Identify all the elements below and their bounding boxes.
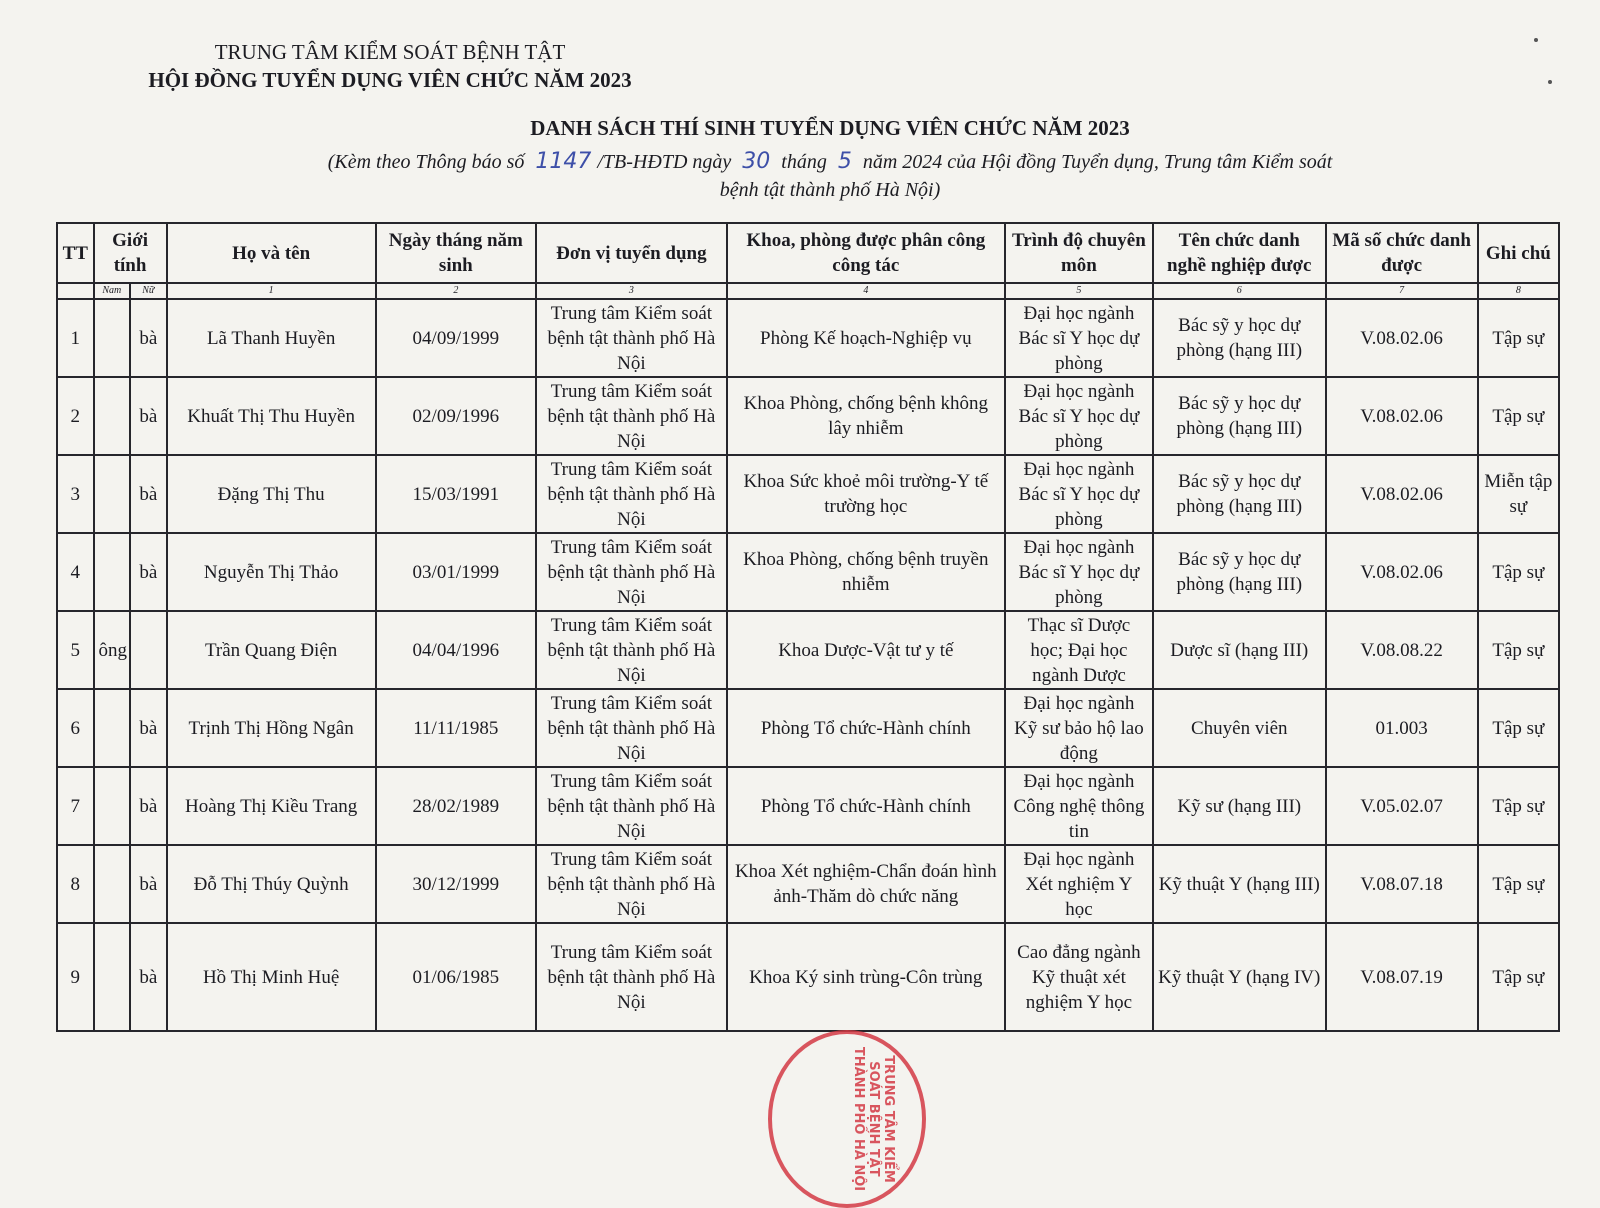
header-note: Ghi chú [1478,223,1559,283]
document-subtitle [190,148,1470,204]
cell-name: Khuất Thị Thu Huyền [167,377,376,455]
cell-note: Tập sự [1478,299,1559,377]
header-unit: Đơn vị tuyển dụng [536,223,727,283]
index-col-5: 5 [1005,283,1153,299]
cell-unit: Trung tâm Kiểm soát bệnh tật thành phố Hà Nội [536,377,727,455]
header-degree: Trình độ chuyên môn [1005,223,1153,283]
cell-dept: Khoa Phòng, chống bệnh không lây nhiễm [727,377,1005,455]
index-col-6: 6 [1153,283,1326,299]
cell-female: bà [130,455,167,533]
cell-female: bà [130,689,167,767]
cell-code: 01.003 [1326,689,1478,767]
cell-dob: 11/11/1985 [376,689,536,767]
table-row [57,455,1559,533]
cell-name: Hồ Thị Minh Huệ [167,923,376,1031]
cell-name: Hoàng Thị Kiều Trang [167,767,376,845]
cell-female: bà [130,533,167,611]
cell-name: Lã Thanh Huyền [167,299,376,377]
cell-dept: Khoa Sức khoẻ môi trường-Y tế trường học [727,455,1005,533]
cell-male [94,767,131,845]
cell-title: Bác sỹ y học dự phòng (hạng III) [1153,533,1326,611]
cell-note: Tập sự [1478,611,1559,689]
cell-tt: 6 [57,689,94,767]
cell-unit: Trung tâm Kiểm soát bệnh tật thành phố Hà Nội [536,455,727,533]
table-row [57,845,1559,923]
cell-code: V.08.08.22 [1326,611,1478,689]
cell-note: Tập sự [1478,767,1559,845]
cell-male [94,845,131,923]
subtitle-part3: tháng [781,151,827,173]
cell-dob: 15/03/1991 [376,455,536,533]
cell-unit: Trung tâm Kiểm soát bệnh tật thành phố Hà Nội [536,689,727,767]
subtitle-part2: /TB-HĐTD ngày [597,151,732,173]
cell-dob: 30/12/1999 [376,845,536,923]
table-row [57,299,1559,377]
org-name: TRUNG TÂM KIỂM SOÁT BỆNH TẬT [214,40,566,64]
cell-dob: 04/09/1999 [376,299,536,377]
cell-name: Đặng Thị Thu [167,455,376,533]
cell-name: Nguyễn Thị Thảo [167,533,376,611]
cell-dept: Phòng Tổ chức-Hành chính [727,689,1005,767]
cell-tt: 8 [57,845,94,923]
cell-unit: Trung tâm Kiểm soát bệnh tật thành phố Hà Nội [536,299,727,377]
notice-month: 5 [837,149,852,174]
cell-female: bà [130,767,167,845]
cell-code: V.08.02.06 [1326,377,1478,455]
cell-female [130,611,167,689]
cell-dept: Khoa Phòng, chống bệnh truyền nhiễm [727,533,1005,611]
header-title: Tên chức danh nghề nghiệp được [1153,223,1326,283]
cell-code: V.08.07.18 [1326,845,1478,923]
cell-degree: Đại học ngành Kỹ sư bảo hộ lao động [1005,689,1153,767]
cell-unit: Trung tâm Kiểm soát bệnh tật thành phố Hà Nội [536,845,727,923]
cell-tt: 5 [57,611,94,689]
cell-male [94,533,131,611]
table-row [57,377,1559,455]
cell-degree: Cao đẳng ngành Kỹ thuật xét nghiệm Y học [1005,923,1153,1031]
table-row [57,767,1559,845]
header-dob: Ngày tháng năm sinh [376,223,536,283]
cell-code: V.08.02.06 [1326,455,1478,533]
cell-title: Bác sỹ y học dự phòng (hạng III) [1153,377,1326,455]
cell-dob: 03/01/1999 [376,533,536,611]
index-tt [57,283,94,299]
cell-note: Tập sự [1478,845,1559,923]
cell-male [94,689,131,767]
index-col-1: 1 [167,283,376,299]
cell-code: V.05.02.07 [1326,767,1478,845]
table-row [57,923,1559,1031]
index-male: Nam [94,283,131,299]
header-code: Mã số chức danh được [1326,223,1478,283]
cell-title: Kỹ sư (hạng III) [1153,767,1326,845]
index-col-8: 8 [1478,283,1559,299]
seal-text: TRUNG TÂM KIỂM SOÁT BỆNH TẬT THÀNH PHỐ HÀ NỘI [851,1046,896,1192]
cell-unit: Trung tâm Kiểm soát bệnh tật thành phố Hà Nội [536,923,727,1031]
cell-title: Bác sỹ y học dự phòng (hạng III) [1153,455,1326,533]
index-col-3: 3 [536,283,727,299]
table-header-row [57,223,1559,283]
cell-title: Kỹ thuật Y (hạng IV) [1153,923,1326,1031]
cell-name: Trịnh Thị Hồng Ngân [167,689,376,767]
cell-code: V.08.02.06 [1326,533,1478,611]
cell-dob: 04/04/1996 [376,611,536,689]
cell-tt: 1 [57,299,94,377]
cell-code: V.08.02.06 [1326,299,1478,377]
cell-note: Tập sự [1478,923,1559,1031]
notice-day: 30 [742,149,771,174]
cell-male [94,299,131,377]
header-name: Họ và tên [167,223,376,283]
cell-name: Trần Quang Điện [167,611,376,689]
cell-dept: Phòng Tổ chức-Hành chính [727,767,1005,845]
cell-note: Tập sự [1478,533,1559,611]
cell-note: Tập sự [1478,377,1559,455]
cell-male [94,923,131,1031]
table-row [57,611,1559,689]
cell-tt: 4 [57,533,94,611]
cell-degree: Thạc sĩ Dược học; Đại học ngành Dược [1005,611,1153,689]
cell-female: bà [130,299,167,377]
header-gender: Giới tính [94,223,167,283]
document-title: DANH SÁCH THÍ SINH TUYỂN DỤNG VIÊN CHỨC NĂM 2023 [530,116,1130,140]
cell-dob: 02/09/1996 [376,377,536,455]
index-col-4: 4 [727,283,1005,299]
cell-dept: Khoa Ký sinh trùng-Côn trùng [727,923,1005,1031]
cell-dept: Phòng Kế hoạch-Nghiệp vụ [727,299,1005,377]
index-col-7: 7 [1326,283,1478,299]
cell-dept: Khoa Dược-Vật tư y tế [727,611,1005,689]
cell-note: Tập sự [1478,689,1559,767]
cell-degree: Đại học ngành Công nghệ thông tin [1005,767,1153,845]
cell-unit: Trung tâm Kiểm soát bệnh tật thành phố Hà Nội [536,611,727,689]
cell-degree: Đại học ngành Xét nghiệm Y học [1005,845,1153,923]
organization-header [120,38,660,94]
cell-female: bà [130,923,167,1031]
subtitle-part1: (Kèm theo Thông báo số [327,151,525,173]
council-name: HỘI ĐỒNG TUYỂN DỤNG VIÊN CHỨC NĂM 2023 [148,68,632,92]
cell-male [94,377,131,455]
cell-tt: 9 [57,923,94,1031]
official-seal [768,1030,926,1208]
cell-degree: Đại học ngành Bác sĩ Y học dự phòng [1005,533,1153,611]
notice-number: 1147 [535,149,592,174]
cell-female: bà [130,377,167,455]
index-col-2: 2 [376,283,536,299]
cell-title: Dược sĩ (hạng III) [1153,611,1326,689]
cell-tt: 7 [57,767,94,845]
scan-speck [1548,80,1552,84]
cell-title: Kỹ thuật Y (hạng III) [1153,845,1326,923]
cell-unit: Trung tâm Kiểm soát bệnh tật thành phố Hà Nội [536,533,727,611]
table-row [57,689,1559,767]
cell-tt: 2 [57,377,94,455]
cell-dob: 28/02/1989 [376,767,536,845]
cell-dept: Khoa Xét nghiệm-Chẩn đoán hình ảnh-Thăm dò chức năng [727,845,1005,923]
cell-female: bà [130,845,167,923]
cell-title: Chuyên viên [1153,689,1326,767]
subtitle-line2: bệnh tật thành phố Hà Nội) [719,179,941,201]
cell-dob: 01/06/1985 [376,923,536,1031]
cell-note: Miễn tập sự [1478,455,1559,533]
cell-male: ông [94,611,131,689]
cell-code: V.08.07.19 [1326,923,1478,1031]
cell-degree: Đại học ngành Bác sĩ Y học dự phòng [1005,455,1153,533]
cell-degree: Đại học ngành Bác sĩ Y học dự phòng [1005,299,1153,377]
table-row [57,533,1559,611]
cell-degree: Đại học ngành Bác sĩ Y học dự phòng [1005,377,1153,455]
subtitle-part4: năm 2024 của Hội đồng Tuyển dụng, Trung tâm Kiểm soát [862,151,1333,173]
header-dept: Khoa, phòng được phân công công tác [727,223,1005,283]
candidate-table [56,222,1560,1032]
cell-name: Đỗ Thị Thúy Quỳnh [167,845,376,923]
header-tt: TT [57,223,94,283]
cell-title: Bác sỹ y học dự phòng (hạng III) [1153,299,1326,377]
scan-speck [1534,38,1538,42]
table-index-row [57,283,1559,299]
cell-male [94,455,131,533]
index-female: Nữ [130,283,167,299]
cell-tt: 3 [57,455,94,533]
cell-unit: Trung tâm Kiểm soát bệnh tật thành phố Hà Nội [536,767,727,845]
